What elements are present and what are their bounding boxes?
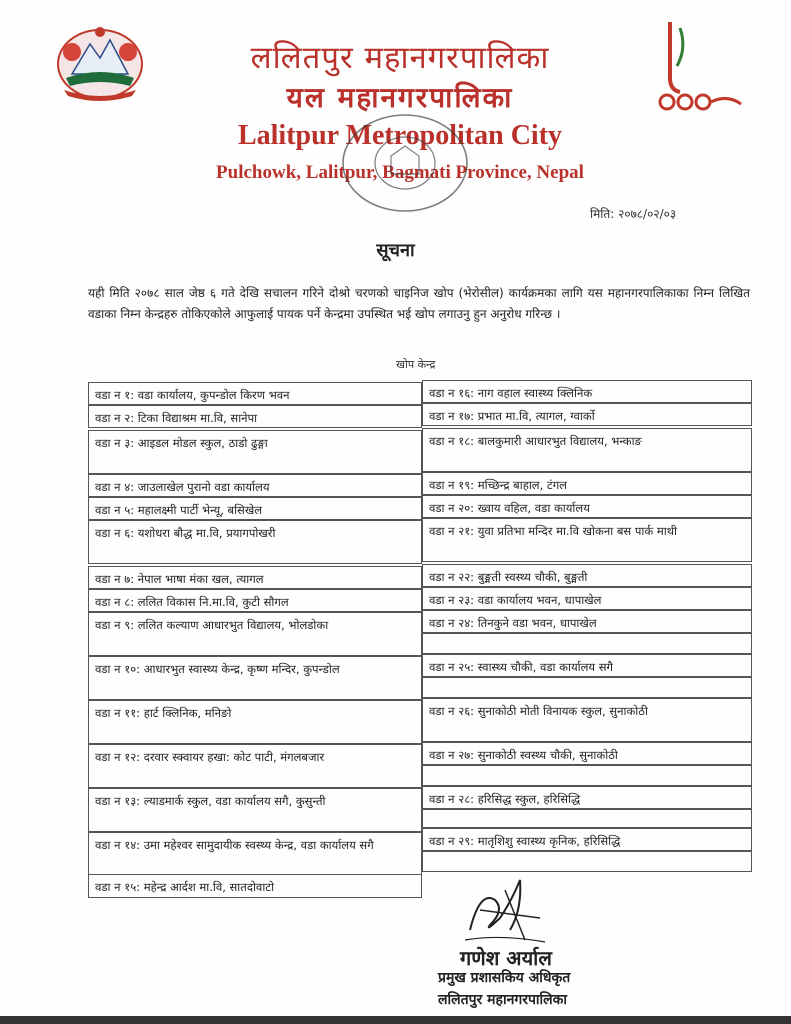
ward-cell-25: वडा न २५: स्वास्थ्य चौकी, वडा कार्यालय सगै xyxy=(422,654,752,677)
empty-cell xyxy=(422,765,752,786)
ward-cell-11: वडा न ११: हार्ट क्लिनिक, मनिङो xyxy=(88,700,422,744)
notice-body: यही मिति २०७८ साल जेष्ठ ६ गते देखि सचालन गरिने दोश्रो चरणको चाइनिज खोप (भेरोसील) कार्यक्रमका लागि यस महानगरपालिकाका निम्न लिखित वडाका निम्न केन्द्रहरु तोकिएकोले आफुलाई पायक पर्ने केन्द्रमा उपस्थित भई खोप लगाउनु हुन अनुरोध गरिन्छ । xyxy=(88,286,750,321)
ward-cell-7: वडा न ७: नेपाल भाषा मंका खल, त्यागल xyxy=(88,566,422,589)
signatory-name: गणेश अर्याल xyxy=(460,946,552,970)
letterhead-title-english: Lalitpur Metropolitan City xyxy=(237,120,563,151)
table-caption: खोप केन्द्र xyxy=(396,358,436,371)
signature-icon xyxy=(450,870,560,945)
ward-cell-2: वडा न २: टिका विद्याश्रम मा.वि, सानेपा xyxy=(88,405,422,428)
empty-cell xyxy=(422,677,752,698)
ward-cell-13: वडा न १३: ल्याडमार्क स्कुल, वडा कार्यालय सगै, कुसुन्ती xyxy=(88,788,422,832)
ward-cell-14: वडा न १४: उमा महेश्वर सामुदायीक स्वस्थ्य केन्द्र, वडा कार्यालय सगै xyxy=(88,832,422,876)
empty-cell xyxy=(422,633,752,654)
ward-cell-10: वडा न १०: आधारभुत स्वास्थ्य केन्द्र, कृष्ण मन्दिर, कुपन्डोल xyxy=(88,656,422,700)
city-logo-icon xyxy=(655,18,745,116)
ward-cell-18: वडा न १८: बालकुमारी आधारभुत विद्यालय, भन्काङ xyxy=(422,428,752,472)
ward-cell-12: वडा न १२: दरवार स्क्वायर हखा: कोट पाटी, मंगलबजार xyxy=(88,744,422,788)
ward-cell-3: वडा न ३: आइडल मोडल स्कुल, ठाडो ढुङ्गा xyxy=(88,430,422,474)
ward-cell-21: वडा न २१: युवा प्रतिभा मन्दिर मा.वि खोकना बस पार्क माथी xyxy=(422,518,752,562)
empty-cell xyxy=(422,851,752,872)
empty-cell xyxy=(422,809,752,828)
ward-cell-5: वडा न ५: महालक्ष्मी पार्टी भेन्यू, बसिखेल xyxy=(88,497,422,520)
letterhead-address: Pulchowk, Lalitpur, Bagmati Province, Nepal xyxy=(216,162,584,183)
ward-cell-17: वडा न १७: प्रभात मा.वि, त्यागल, ग्वार्को xyxy=(422,403,752,426)
ward-cell-22: वडा न २२: बुङ्मती स्वस्थ्य चौकी, बुङ्मती xyxy=(422,564,752,587)
page-edge xyxy=(0,1016,791,1024)
ward-cell-19: वडा न १९: मच्छिन्द्र बाहाल, टंगल xyxy=(422,472,752,495)
ward-cell-1: वडा न १: वडा कार्यालय, कुपन्डोल किरण भवन xyxy=(88,382,422,405)
ward-cell-29: वडा न २९: मातृशिशु स्वास्थ्य कृनिक, हरिसिद्धि xyxy=(422,828,752,851)
ward-cell-26: वडा न २६: सुनाकोठी मोती विनायक स्कुल, सुनाकोठी xyxy=(422,698,752,742)
ward-cell-8: वडा न ८: ललित विकास नि.मा.वि, कुटी सौगल xyxy=(88,589,422,612)
ward-cell-27: वडा न २७: सुनाकोठी स्वस्थ्य चौकी, सुनाकोठी xyxy=(422,742,752,765)
notice-title: सूचना xyxy=(376,240,415,261)
ward-cell-28: वडा न २८: हरिसिद्ध स्कुल, हरिसिद्धि xyxy=(422,786,752,809)
letterhead-title-nepali: ललितपुर महानगरपालिका xyxy=(250,40,550,76)
ward-cell-23: वडा न २३: वडा कार्यालय भवन, धापाखेल xyxy=(422,587,752,610)
notice-date: मिति: २०७८/०२/०३ xyxy=(590,207,677,221)
ward-cell-15: वडा न १५: महेन्द्र आर्दश मा.वि, सातदोवाटो xyxy=(88,874,422,898)
letterhead-title-newa: यल महानगरपालिका xyxy=(286,81,514,114)
ward-cell-24: वडा न २४: तिनकुने वडा भवन, धापाखेल xyxy=(422,610,752,633)
ward-cell-4: वडा न ४: जाउलाखेल पुरानो वडा कार्यालय xyxy=(88,474,422,497)
ward-cell-6: वडा न ६: यशोधरा बौद्ध मा.वि, प्रयागपोखरी xyxy=(88,520,422,564)
ward-cell-20: वडा न २०: ख्वाय वहिल, वडा कार्यालय xyxy=(422,495,752,518)
nepal-emblem-icon xyxy=(52,22,148,104)
ward-cell-9: वडा न ९: ललित कल्याण आधारभुत विद्यालय, भोलडोका xyxy=(88,612,422,656)
office-stamp-icon xyxy=(335,108,475,218)
signatory-org: ललितपुर महानगरपालिका xyxy=(438,992,568,1008)
signatory-title: प्रमुख प्रशासकिय अधिकृत xyxy=(438,970,571,986)
ward-cell-16: वडा न १६: नाग वहाल स्वास्थ्य क्लिनिक xyxy=(422,380,752,403)
